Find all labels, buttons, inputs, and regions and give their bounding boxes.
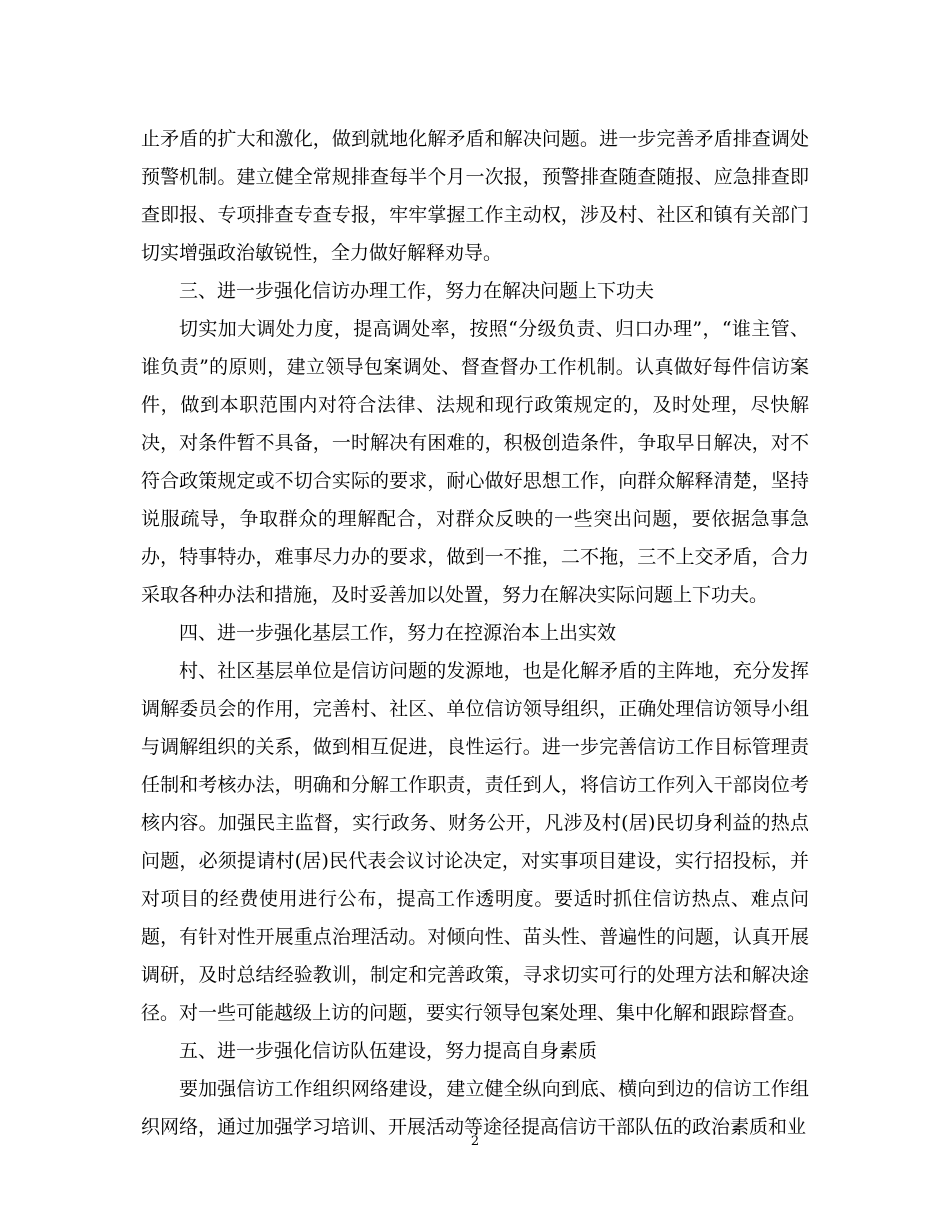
document-body xyxy=(141,120,809,1146)
section-heading-5: 五、进一步强化信访队伍建设，努力提高自身素质 xyxy=(179,1040,598,1062)
paragraph-section-3: 切实加大调处力度，提高调处率，按照“分级负责、归口办理”，“谁主管、谁负责”的原则，建立领导包案调处、督查督办工作机制。认真做好每件信访案件，做到本职范围内对符合法律、法规和现行政策规定的，及时处理，尽快解决，对条件暂不具备，一时解决有困难的，积极创造条件，争取早日解决，对不符合政策规定或不切合实际的要求，耐心做好思想工作，向群众解释清楚，坚持说服疏导，争取群众的理解配合，对群众反映的一些突出问题，要依据急事急办，特事特办，难事尽力办的要求，做到一不推，二不拖，三不上交矛盾，合力采取各种办法和措施，及时妥善加以处置，努力在解决实际问题上下功夫。 xyxy=(141,318,809,606)
paragraph-section-4: 村、社区基层单位是信访问题的发源地，也是化解矛盾的主阵地，充分发挥调解委员会的作用，完善村、社区、单位信访领导组织，正确处理信访领导小组与调解组织的关系，做到相互促进，良性运行。进一步完善信访工作目标管理责任制和考核办法，明确和分解工作职责，责任到人，将信访工作列入干部岗位考核内容。加强民主监督，实行政务、财务公开，凡涉及村(居)民切身利益的热点问题，必须提请村(居)民代表会议讨论决定，对实事项目建设，实行招投标，并对项目的经费使用进行公布，提高工作透明度。要适时抓住信访热点、难点问题，有针对性开展重点治理活动。对倾向性、苗头性、普遍性的问题，认真开展调研，及时总结经验教训，制定和完善政策，寻求切实可行的处理方法和解决途径。对一些可能越级上访的问题，要实行领导包案处理、集中化解和跟踪督查。 xyxy=(141,660,809,1024)
paragraph-section-5: 要加强信访工作组织网络建设，建立健全纵向到底、横向到边的信访工作组织网络，通过加强学习培训、开展活动等途径提高信访干部队伍的政治素质和业 xyxy=(141,1078,809,1138)
page-number: 2 xyxy=(470,1134,480,1149)
section-heading-4: 四、进一步强化基层工作，努力在控源治本上出实效 xyxy=(179,622,617,644)
section-heading-3: 三、进一步强化信访办理工作，努力在解决问题上下功夫 xyxy=(179,280,655,302)
paragraph-continuation: 止矛盾的扩大和激化，做到就地化解矛盾和解决问题。进一步完善矛盾排查调处预警机制。建立健全常规排查每半个月一次报，预警排查随查随报、应急排查即查即报、专项排查专查专报，牢牢掌握工作主动权，涉及村、社区和镇有关部门切实增强政治敏锐性，全力做好解释劝导。 xyxy=(141,128,809,264)
